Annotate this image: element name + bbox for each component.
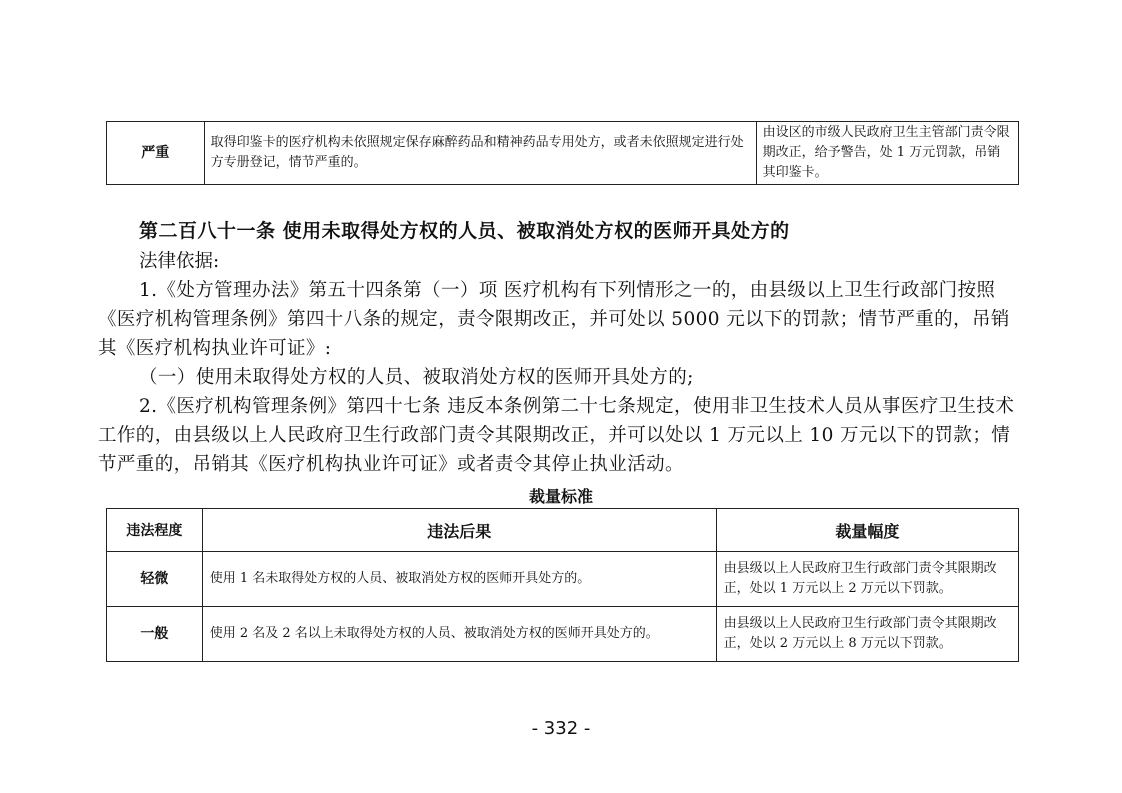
table-row bbox=[107, 607, 1019, 662]
page-number: - 332 - bbox=[531, 718, 591, 739]
violation-consequence-cell: 使用 1 名未取得处方权的人员、被取消处方权的医师开具处方的。 bbox=[202, 552, 716, 607]
legal-basis-label: 法律依据: bbox=[139, 251, 220, 272]
header-violation-level: 违法程度 bbox=[107, 509, 203, 552]
legal-basis-paragraph-1: 1.《处方管理办法》第五十四条第（一）项 医疗机构有下列情形之一的，由县级以上卫生行政部门按照《医疗机构管理条例》第四十八条的规定，责令限期改正，并可处以 5000 元以下的罚款；情节严重的，吊销其《医疗机构执业许可证》: bbox=[98, 280, 1010, 359]
header-violation-consequence: 违法后果 bbox=[202, 509, 716, 552]
violation-level-cell: 严重 bbox=[107, 122, 205, 185]
article-title: 第二百八十一条 使用未取得处方权的人员、被取消处方权的医师开具处方的 bbox=[139, 220, 790, 242]
violation-consequence-cell: 取得印鉴卡的医疗机构未依照规定保存麻醉药品和精神药品专用处方，或者未依照规定进行处方专册登记，情节严重的。 bbox=[204, 122, 756, 185]
continued-standard-table bbox=[106, 121, 1019, 185]
standard-table-caption: 裁量标准 bbox=[528, 487, 593, 506]
legal-basis-paragraph-2: 2.《医疗机构管理条例》第四十七条 违反本条例第二十七条规定，使用非卫生技术人员从事医疗卫生技术工作的，由县级以上人民政府卫生行政部门责令其限期改正，并可以处以 1 万元以上 10 万元以下的罚款；情节严重的，吊销其《医疗机构执业许可证》或者责令其停止执业活动。 bbox=[98, 396, 1015, 475]
legal-basis-item-1: （一）使用未取得处方权的人员、被取消处方权的医师开具处方的; bbox=[139, 367, 694, 388]
penalty-range-cell: 由县级以上人民政府卫生行政部门责令其限期改正，处以 1 万元以上 2 万元以下罚款。 bbox=[716, 552, 1018, 607]
table-row bbox=[107, 122, 1019, 185]
violation-level-cell: 一般 bbox=[107, 607, 203, 662]
header-penalty-range: 裁量幅度 bbox=[716, 509, 1018, 552]
penalty-range-cell: 由县级以上人民政府卫生行政部门责令其限期改正，处以 2 万元以上 8 万元以下罚款。 bbox=[716, 607, 1018, 662]
table-row bbox=[107, 552, 1019, 607]
violation-level-cell: 轻微 bbox=[107, 552, 203, 607]
penalty-range-cell: 由设区的市级人民政府卫生主管部门责令限期改正，给予警告，处 1 万元罚款，吊销其印鉴卡。 bbox=[756, 122, 1018, 185]
discretion-standard-table bbox=[106, 508, 1019, 662]
violation-consequence-cell: 使用 2 名及 2 名以上未取得处方权的人员、被取消处方权的医师开具处方的。 bbox=[202, 607, 716, 662]
table-header-row bbox=[107, 509, 1019, 552]
